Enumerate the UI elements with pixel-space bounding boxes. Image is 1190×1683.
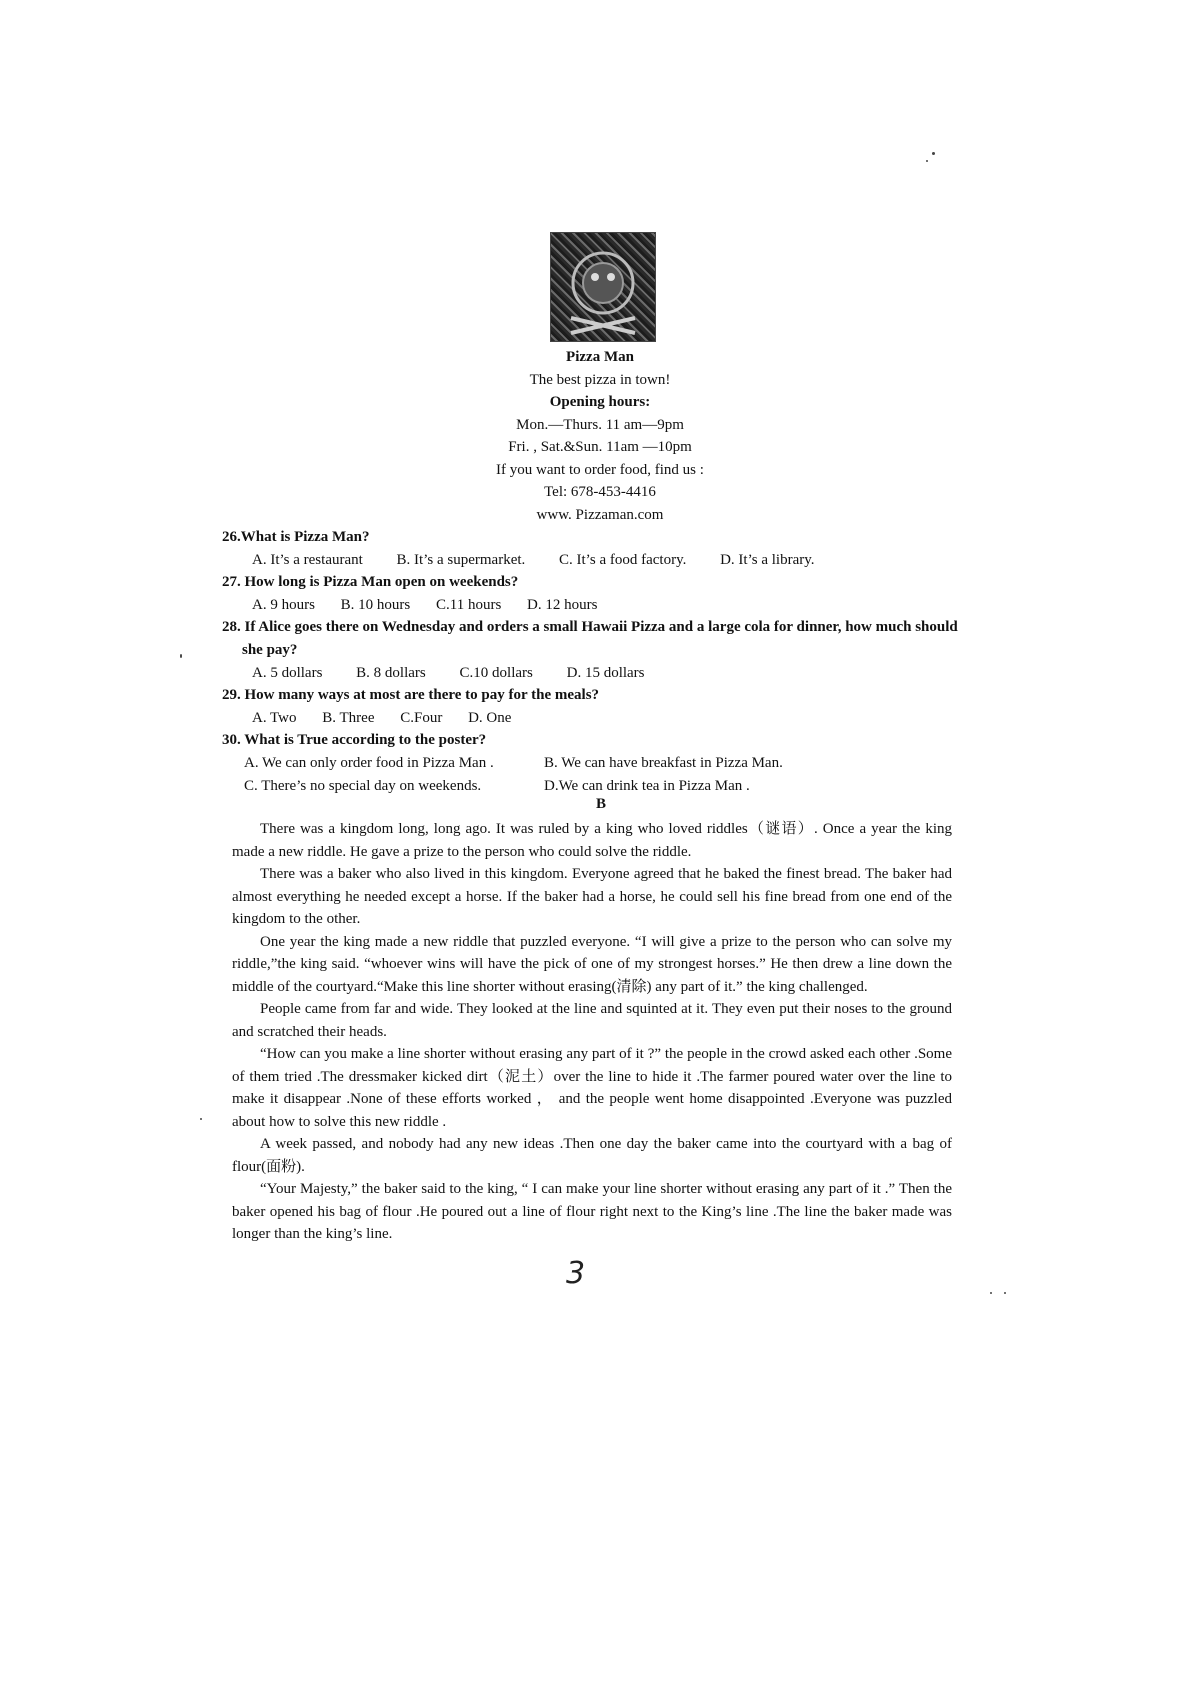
poster-order-prompt: If you want to order food, find us :: [496, 461, 704, 478]
question-stem: 27. How long is Pizza Man open on weekends?: [222, 574, 519, 591]
scan-speck: [926, 160, 928, 162]
pizza-logo-icon: [551, 233, 655, 341]
poster-website: www. Pizzaman.com: [536, 506, 664, 523]
poster-hours-weekdays: Mon.—Thurs. 11 am—9pm: [516, 416, 684, 433]
passage-paragraph: One year the king made a new riddle that puzzled everyone. “I will give a prize to the person who can solve my riddle,”the king said. “whoever wins will have the pick of one of my strongest horses.” He then drew a line down the middle of the courtyard.“Make this line shorter without erasing(清除) any part of it.” the king challenged.: [232, 933, 952, 995]
scan-speck: [200, 1118, 202, 1120]
option-d: D.We can drink tea in Pizza Man .: [544, 777, 750, 794]
option-a: A. Two: [252, 709, 297, 726]
question-27: [222, 571, 962, 616]
option-a: A. 5 dollars: [252, 664, 323, 681]
section-b-heading: B: [596, 796, 607, 812]
question-26: [222, 526, 962, 571]
scan-speck: [990, 1292, 992, 1294]
question-30: [222, 729, 962, 797]
question-stem: 26.What is Pizza Man?: [222, 529, 370, 545]
question-28: [222, 616, 962, 684]
passage-paragraph: People came from far and wide. They looked at the line and squinted at it. They even put their noses to the ground and scratched their heads.: [232, 1001, 952, 1040]
option-b: B. Three: [322, 709, 375, 726]
passage-paragraph: There was a baker who also lived in this kingdom. Everyone agreed that he baked the finest bread. The baker had almost everything he needed except a horse. If the baker had a horse, he could sell his fine bread from one end of the kingdom to the other.: [232, 866, 952, 927]
passage-paragraph: “Your Majesty,” the baker said to the king, “ I can make your line shorter without erasing any part of it .” Then the baker opened his bag of flour .He poured out a line of flour right next to the King’s line .The line the baker made was longer than the king’s line.: [232, 1181, 952, 1242]
passage-paragraph: There was a kingdom long, long ago. It was ruled by a king who loved riddles（谜语）. Once a year the king made a new riddle. He gave a prize to the person who could solve the riddle.: [232, 821, 952, 860]
passage-paragraph: A week passed, and nobody had any new ideas .Then one day the baker came into the courtyard with a bag of flour(面粉).: [232, 1136, 952, 1175]
scan-speck: [932, 152, 935, 155]
option-d: D. 12 hours: [527, 596, 598, 613]
scan-speck: [1004, 1292, 1006, 1294]
option-d: D. One: [468, 709, 512, 726]
question-options: [222, 752, 962, 797]
option-d: D. 15 dollars: [566, 664, 645, 681]
poster-title: Pizza Man: [566, 349, 634, 365]
option-a: A. 9 hours: [252, 596, 315, 613]
question-stem: 30. What is True according to the poster?: [222, 732, 487, 749]
question-options: [222, 549, 962, 572]
question-options: [222, 707, 962, 730]
question-list: [222, 526, 962, 797]
option-c: C.10 dollars: [459, 664, 533, 681]
poster-hours-heading: Opening hours:: [549, 394, 651, 410]
poster-hours-weekend: Fri. , Sat.&Sun. 11am —10pm: [508, 439, 692, 455]
reading-passage: [232, 818, 952, 1246]
option-c: C. It’s a food factory.: [559, 551, 687, 568]
pizza-poster: [330, 346, 870, 526]
poster-tel: Tel: 678-453-4416: [544, 484, 656, 500]
option-a: A. It’s a restaurant: [252, 551, 363, 568]
option-a: A. We can only order food in Pizza Man .: [244, 754, 494, 771]
pizza-logo-image: [550, 232, 656, 342]
question-29: [222, 684, 962, 729]
poster-slogan: The best pizza in town!: [529, 371, 671, 388]
page-number: 3: [566, 1256, 586, 1291]
option-c: C. There’s no special day on weekends.: [244, 777, 482, 794]
scan-speck: [180, 654, 182, 658]
question-stem: 28. If Alice goes there on Wednesday and orders a small Hawaii Pizza and a large cola for dinner, how much should she pay?: [222, 619, 958, 658]
passage-paragraph: “How can you make a line shorter without erasing any part of it ?” the people in the crowd asked each other .Some of them tried .The dressmaker kicked dirt（泥土）over the line to hide it .The farmer poured water over the line to make it disappear .None of these efforts worked ， and the people went home disappointed .Everyone was puzzled about how to solve this new riddle .: [232, 1046, 952, 1130]
option-b: B. We can have breakfast in Pizza Man.: [544, 754, 783, 771]
question-options: [222, 594, 962, 617]
option-d: D. It’s a library.: [720, 551, 815, 568]
option-b: B. It’s a supermarket.: [396, 551, 526, 568]
question-stem: 29. How many ways at most are there to pay for the meals?: [222, 687, 600, 704]
option-c: C.11 hours: [436, 596, 502, 613]
option-b: B. 8 dollars: [356, 664, 426, 681]
question-options: [222, 662, 962, 685]
option-b: B. 10 hours: [340, 596, 411, 613]
option-c: C.Four: [400, 709, 443, 726]
